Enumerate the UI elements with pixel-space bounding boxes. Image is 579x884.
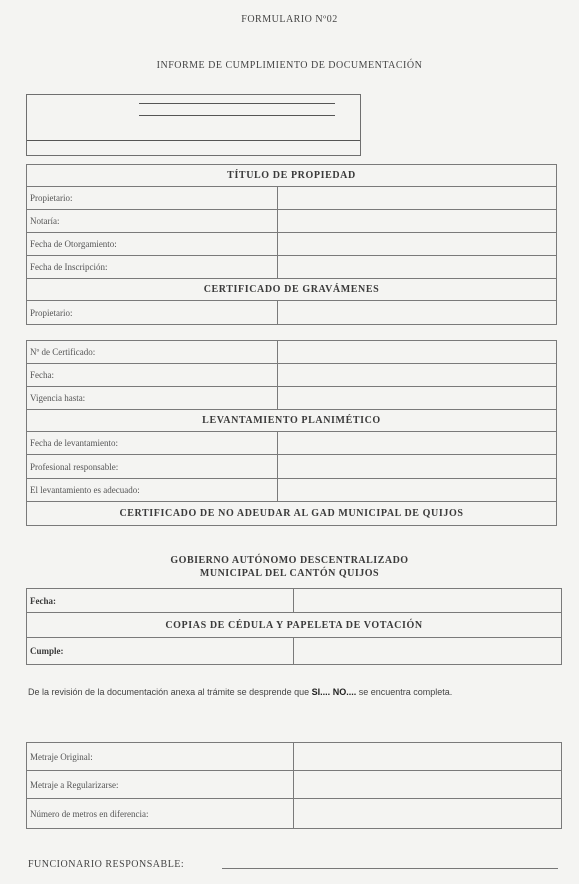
fecha-levantamiento-value[interactable] — [277, 432, 556, 455]
levantamiento-adecuado-label: El levantamiento es adecuado: — [27, 479, 278, 502]
form-number: FORMULARIO Nº02 — [241, 14, 338, 25]
revision-text-after: se encuentra completa. — [356, 687, 453, 697]
metraje-original-value[interactable] — [293, 743, 561, 771]
fecha-certificado-label: Fecha: — [27, 364, 278, 387]
titulo-propiedad-table — [26, 164, 557, 325]
signature-line[interactable] — [222, 868, 558, 869]
certificado-levantamiento-table — [26, 340, 557, 526]
numero-certificado-value[interactable] — [277, 341, 556, 364]
gobierno-line2: MUNICIPAL DEL CANTÓN QUIJOS — [199, 568, 380, 579]
vigencia-value[interactable] — [277, 387, 556, 410]
fecha-levantamiento-label: Fecha de levantamiento: — [27, 432, 278, 455]
revision-paragraph — [28, 686, 556, 699]
metraje-table — [26, 742, 562, 829]
titulo-propiedad-header: TÍTULO DE PROPIEDAD — [27, 165, 557, 187]
copias-fecha-value[interactable] — [293, 589, 561, 613]
fecha-otorgamiento-label: Fecha de Otorgamiento: — [27, 233, 278, 256]
copias-cedula-table — [26, 588, 562, 665]
metraje-regularizarse-value[interactable] — [293, 771, 561, 799]
revision-no: NO.... — [332, 687, 357, 697]
metraje-regularizarse-label: Metraje a Regularizarse: — [27, 771, 294, 799]
levantamiento-header: LEVANTAMIENTO PLANIMÉTICO — [27, 410, 557, 432]
stamp-line — [27, 140, 360, 141]
propietario-value[interactable] — [277, 187, 556, 210]
certificado-gravamenes-header: CERTIFICADO DE GRAVÁMENES — [27, 279, 557, 301]
copias-fecha-label: Fecha: — [27, 589, 294, 613]
stamp-box — [26, 94, 361, 156]
metros-diferencia-label: Número de metros en diferencia: — [27, 799, 294, 829]
gravamenes-propietario-label: Propietario: — [27, 301, 278, 325]
gravamenes-propietario-value[interactable] — [277, 301, 556, 325]
notaria-value[interactable] — [277, 210, 556, 233]
notaria-label: Notaría: — [27, 210, 278, 233]
numero-certificado-label: Nº de Certificado: — [27, 341, 278, 364]
profesional-label: Profesional responsable: — [27, 455, 278, 479]
profesional-value[interactable] — [277, 455, 556, 479]
stamp-line — [139, 103, 335, 104]
fecha-otorgamiento-value[interactable] — [277, 233, 556, 256]
cumple-value[interactable] — [293, 638, 561, 665]
funcionario-responsable — [28, 859, 184, 870]
no-adeudar-header: CERTIFICADO DE NO ADEUDAR AL GAD MUNICIPAL DE QUIJOS — [27, 502, 557, 526]
funcionario-label: FUNCIONARIO RESPONSABLE: — [28, 859, 185, 870]
gobierno-line1: GOBIERNO AUTÓNOMO DESCENTRALIZADO — [170, 555, 409, 566]
metros-diferencia-value[interactable] — [293, 799, 561, 829]
levantamiento-adecuado-value[interactable] — [277, 479, 556, 502]
copias-header: COPIAS DE CÉDULA Y PAPELETA DE VOTACIÓN — [27, 613, 562, 638]
vigencia-label: Vigencia hasta: — [27, 387, 278, 410]
cumple-label: Cumple: — [27, 638, 294, 665]
fecha-certificado-value[interactable] — [277, 364, 556, 387]
stamp-line — [139, 115, 335, 116]
report-title: INFORME DE CUMPLIMIENTO DE DOCUMENTACIÓN — [156, 60, 423, 71]
fecha-inscripcion-value[interactable] — [277, 256, 556, 279]
revision-text-before: De la revisión de la documentación anexa al trámite se desprende que — [28, 687, 312, 697]
fecha-inscripcion-label: Fecha de Inscripción: — [27, 256, 278, 279]
metraje-original-label: Metraje Original: — [27, 743, 294, 771]
revision-si: SI.... — [311, 687, 331, 697]
propietario-label: Propietario: — [27, 187, 278, 210]
